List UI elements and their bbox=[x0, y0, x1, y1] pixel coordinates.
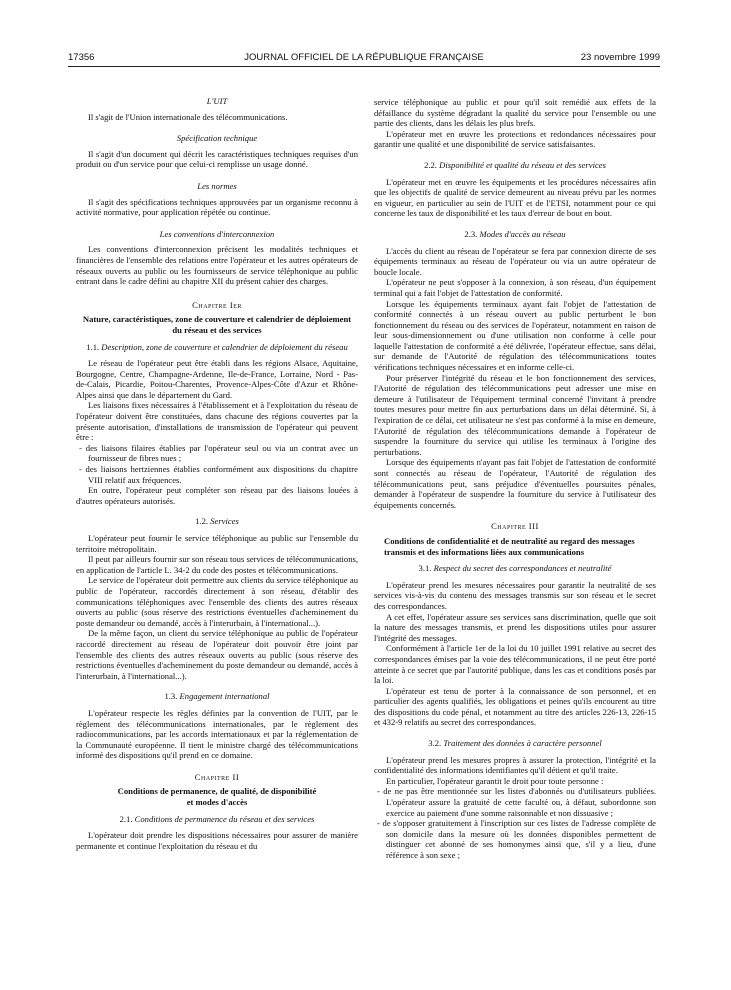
chapter-3-title: Conditions de confidentialité et de neutralité au regard des messages transmis et des informations liées aux communications bbox=[384, 535, 635, 557]
paragraph: L'opérateur doit prendre les dispositions nécessaires pour assurer de manière permanente et continue l'exploitation du réseau et du bbox=[76, 830, 358, 851]
section-title: Traitement des données à caractère personnel bbox=[443, 738, 602, 749]
bullet-list bbox=[76, 443, 358, 485]
paragraph: Il s'agit des spécifications techniques approuvées par un organisme reconnu à activité normative, pour application répétée ou continue. bbox=[76, 196, 358, 218]
paragraph: L'opérateur met en œuvre les protections et redondances nécessaires pour garantir une qualité et une disponibilité de service satisfaisantes. bbox=[374, 128, 656, 150]
paragraph: Le service de l'opérateur doit permettre aux clients du service téléphonique au public de l'opérateur, raccordés directement à son réseau, d'établir des communications téléphoniques avec l'ensemble des clients des autres réseaux ouverts au public (sous réserve des restrictions éventuelles d'acheminement du poste demandeur ou demandé, accès à l'interurbain, à l'international...). bbox=[76, 575, 358, 628]
paragraph: Le réseau de l'opérateur peut être établi dans les régions Alsace, Aquitaine, Bourgogne, Centre, Champagne-Ardenne, Ile-de-France, Lorraine, Nord - Pas-de-Calais, Picardie, Poitou-Charentes, Provence-Alpes-Côte d'Azur et Rhône-Alpes ainsi que dans le département du Gard. bbox=[76, 358, 358, 400]
paragraph: L'opérateur est tenu de porter à la connaissance de son personnel, et en particulier des agents qualifiés, les obligations et peines qu'ils encourent au titre des dispositions du code pénal, et notamment au titre des articles 226-13, 226-15 et 432-9 relatifs au secret des correspondances. bbox=[374, 685, 656, 728]
section-2-2-heading bbox=[384, 160, 646, 171]
chapter-1-title: Nature, caractéristiques, zone de couverture et calendrier de déploiement du réseau et des services bbox=[82, 314, 352, 335]
section-1-3-heading bbox=[86, 691, 348, 702]
list-item: - des liaisons hertziennes établies conformément aux dispositions du chapitre VIII relatif aux fréquences. bbox=[79, 464, 358, 485]
section-title: Engagement international bbox=[179, 691, 270, 702]
section-3-2-heading bbox=[384, 738, 646, 749]
chapter-2-label: Chapitre II bbox=[194, 771, 240, 782]
paragraph: L'opérateur respecte les règles définies par la convention de l'UIT, par le règlement des télécommunications internationales, par le règlement des radiocommunications, par les accords internationaux et par la réglementation de la Communauté européenne. Il tient le ministre chargé des télécommunications informé des dispositions qu'il prend en ce domaine. bbox=[76, 707, 358, 761]
section-1-1-heading bbox=[86, 342, 348, 353]
paragraph: Lorsque les équipements terminaux ayant fait l'objet de l'attestation de conformité connectés à un réseau ouvert au public perturbent le bon fonctionnement du réseau ou des services de l'opérateur, notamment en raison de leur sous-dimensionnement ou d'une utilisation non conforme à celle pour laquelle l'attestation de conformité a été délivrée, l'opérateur effectue, sans délai, sur demande de l'Autorité de régulation des télécommunications toutes vérifications techniques nécessaires et en informe celle-ci. bbox=[374, 298, 656, 373]
chapter-3-label: Chapitre III bbox=[491, 521, 539, 532]
issue-date: 23 novembre 1999 bbox=[580, 52, 660, 63]
paragraph: L'opérateur met en œuvre les équipements et les procédures nécessaires afin que les objectifs de qualité de service demeurent au niveau prévu par les normes en vigueur, en particulier au sein de l'UIT et de l'ETSI, notamment pour ce qui concerne les taux de disponibilité et les taux d'erreur de bout en bout. bbox=[374, 176, 656, 219]
section-number: 3.2. bbox=[428, 738, 442, 749]
header-rule bbox=[68, 66, 660, 67]
paragraph: L'opérateur prend les mesures propres à assurer la protection, l'intégrité et la confidentialité des informations identifiantes qu'il détient et qu'il traite. bbox=[374, 754, 656, 776]
section-number: 3.1. bbox=[418, 563, 432, 574]
list-item: - de ne pas être mentionnée sur les listes d'abonnés ou d'utilisateurs publiées. L'opérateur assure la gratuité de cette faculté ou, à défaut, subordonne son exercice au paiement d'une somme raisonnable et non dissuasive ; bbox=[377, 786, 656, 818]
paragraph: L'opérateur ne peut s'opposer à la connexion, à son réseau, d'un équipement terminal qui a fait l'objet de l'attestation de conformité. bbox=[374, 277, 656, 298]
section-3-1-heading bbox=[384, 563, 646, 574]
section-number: 1.2. bbox=[195, 516, 209, 527]
section-1-2-heading bbox=[86, 516, 348, 527]
section-number: 1.3. bbox=[164, 691, 178, 702]
heading-specification: Spécification technique bbox=[176, 133, 258, 144]
heading-uit: L'UIT bbox=[206, 96, 228, 106]
section-title: Disponibilité et qualité du réseau et des services bbox=[439, 159, 606, 170]
paragraph: Il peut par ailleurs fournir sur son réseau tous services de télécommunications, en application de l'article L. 34-2 du code des postes et télécommunications. bbox=[76, 554, 358, 575]
section-title: Respect du secret des correspondances et neutralité bbox=[433, 563, 612, 574]
section-title: Description, zone de couverture et calendrier de déploiement du réseau bbox=[101, 341, 348, 352]
section-number: 2.1. bbox=[119, 813, 133, 824]
paragraph: Il s'agit de l'Union internationale des télécommunications. bbox=[88, 111, 288, 122]
section-number: 2.3. bbox=[464, 228, 478, 239]
paragraph: Lorsque des équipements n'ayant pas fait l'objet de l'attestation de conformité sont connectés au réseau de l'opérateur, l'Autorité de régulation des télécommunications peut, sans préjudice d'éventuelles poursuites pénales, demander à l'opérateur de suspendre la fourniture du service à l'utilisateur des équipements concernés. bbox=[374, 457, 656, 510]
bullet-list bbox=[374, 786, 656, 860]
right-column bbox=[374, 97, 656, 861]
list-item: - de s'opposer gratuitement à l'inscription sur ces listes de l'adresse complète de son domicile dans la mesure où les données disponibles permettent de distinguer cet abonné de ses homonymes ainsi que, s'il y a lieu, d'une référence à son sexe ; bbox=[377, 818, 656, 860]
chapter-1-label: Chapitre Ier bbox=[192, 299, 242, 310]
paragraph: En particulier, l'opérateur garantit le droit pour toute personne : bbox=[386, 775, 604, 786]
paragraph: service téléphonique au public et pour qu'il soit remédié aux effets de la défaillance du système dégradant la qualité du service pour l'ensemble ou une partie des clients, dans les délais les plus brefs. bbox=[374, 97, 656, 129]
journal-title: JOURNAL OFFICIEL DE LA RÉPUBLIQUE FRANÇAISE bbox=[244, 52, 484, 63]
paragraph: Les conventions d'interconnexion précisent les modalités techniques et financières de l'ensemble des relations entre l'opérateur et les autres opérateurs de réseaux ouverts au public ou les fournisseurs de service téléphonique au public entrant dans le cadre défini au chapitre XII du présent cahier des charges. bbox=[76, 244, 358, 287]
section-2-1-heading bbox=[86, 814, 348, 825]
paragraph: En outre, l'opérateur peut compléter son réseau par des liaisons louées à d'autres opérateurs autorisés. bbox=[76, 485, 358, 506]
paragraph: Conformément à l'article 1er de la loi du 10 juillet 1991 relative au secret des correspondances émises par la voie des télécommunications, il ne peut être porté atteinte à ce secret que par l'autorité publique, dans les cas et conditions posés par la loi. bbox=[374, 643, 656, 686]
paragraph: Il s'agit d'un document qui décrit les caractéristiques techniques requises d'un produit ou d'un service pour que celui-ci remplisse un usage donné. bbox=[76, 148, 358, 170]
paragraph: De la même façon, un client du service téléphonique au public de l'opérateur raccordé directement au réseau de l'opérateur doit pouvoir être joint par l'ensemble des clients des autres réseaux ouverts au public (sous réserve des restrictions éventuelles d'acheminement du poste demandeur ou demandé, accès à l'interurbain, à l'international...). bbox=[76, 628, 358, 681]
section-number: 2.2. bbox=[424, 159, 437, 170]
heading-conventions: Les conventions d'interconnexion bbox=[159, 228, 275, 239]
section-title: Modes d'accès au réseau bbox=[479, 228, 566, 239]
paragraph: L'opérateur prend les mesures nécessaires pour garantir la neutralité de ses services vis-à-vis du contenu des messages transmis sur son réseau et le secret des correspondances. bbox=[374, 579, 656, 611]
page-number: 17356 bbox=[68, 52, 95, 63]
section-title: Services bbox=[210, 516, 239, 527]
left-column bbox=[76, 96, 358, 851]
section-number: 1.1. bbox=[86, 341, 100, 352]
paragraph: Les liaisons fixes nécessaires à l'établissement et à l'exploitation du réseau de l'opérateur doivent être constituées, dans chacune des régions couvertes par la présente autorisation, d'installations de transmission de l'opérateur qui peuvent être : bbox=[76, 400, 358, 443]
paragraph: L'opérateur peut fournir le service téléphonique au public sur l'ensemble du territoire métropolitain. bbox=[76, 533, 358, 554]
page-header bbox=[68, 52, 660, 66]
paragraph: L'accès du client au réseau de l'opérateur se fera par connexion directe de ses équipements terminaux au réseau de l'opérateur ou via un autre opérateur de boucle locale. bbox=[374, 245, 656, 277]
heading-normes: Les normes bbox=[197, 180, 237, 191]
section-2-3-heading bbox=[384, 229, 646, 240]
list-item: - des liaisons filaires établies par l'opérateur seul ou via un contrat avec un fournisseur de fibres nues ; bbox=[79, 442, 358, 464]
paragraph: Pour préserver l'intégrité du réseau et le bon fonctionnement des services, l'Autorité de régulation des télécommunications peut adresser une mise en demeure à l'utilisateur de l'équipement terminal concerné l'invitant à prendre toutes mesures pour mettre fin aux perturbations dans un délai déterminé. Si, à l'expiration de ce délai, cet utilisateur ne s'est pas conformé à la mise en demeure, l'Autorité de régulation des télécommunications demande à l'opérateur de suspendre la fourniture du service qui utilise les terminaux à l'origine des perturbations. bbox=[374, 372, 656, 457]
paragraph: A cet effet, l'opérateur assure ses services sans discrimination, quelle que soit la nature des messages transmis, et prend les dispositions utiles pour assurer l'intégrité des messages. bbox=[374, 611, 656, 643]
section-title: Conditions de permanence du réseau et des services bbox=[134, 813, 315, 824]
chapter-2-title: Conditions de permanence, de qualité, de disponibilité et modes d'accès bbox=[117, 786, 317, 808]
